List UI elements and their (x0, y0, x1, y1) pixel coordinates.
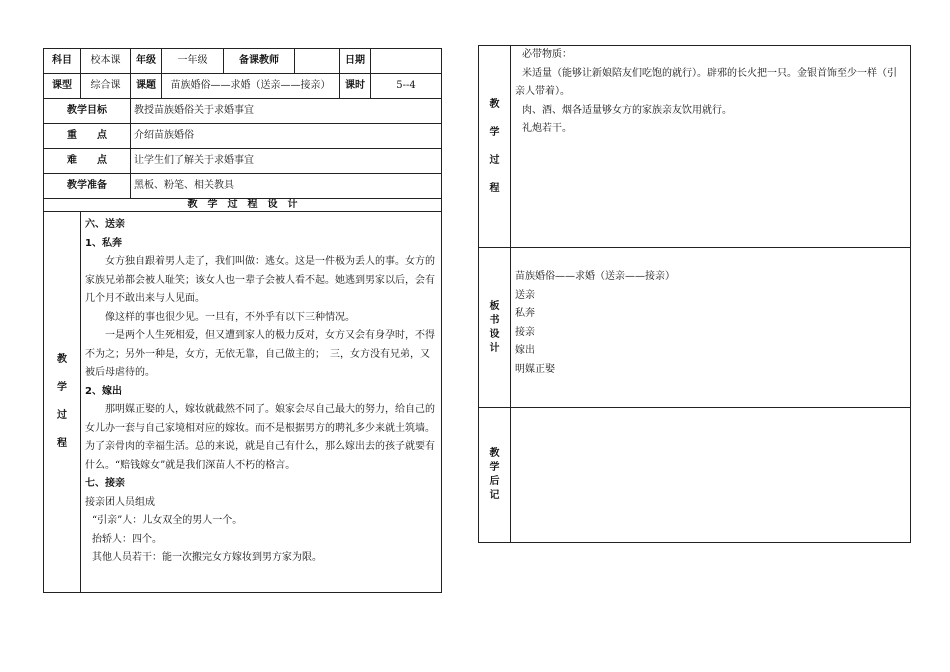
process-content-right (511, 46, 911, 248)
paragraph: 必带物质： (522, 49, 572, 60)
process-label (44, 212, 81, 593)
topic-label: 课题 (131, 74, 162, 99)
notes-label-char: 后 (489, 476, 500, 487)
notes-label-char: 教 (489, 448, 500, 459)
section-title: 七、接亲 (85, 478, 125, 489)
paragraph: 女方独自跟着男人走了，我们叫做：逃女。这是一件极为丢人的事。女方的家族兄弟都会被人耻笑；该女人也一辈子会被人看不起。她逃到男家以后，会有几个月不敢出来与人见面。 (85, 256, 435, 304)
board-label-char: 设 (489, 328, 500, 340)
process-label-char: 教 (57, 354, 67, 365)
subject-label: 科目 (44, 49, 81, 74)
board-label-char: 计 (489, 342, 500, 354)
board-line: 送亲 (515, 289, 535, 301)
paragraph: 肉、酒、烟各适量够女方的家族亲友饮用就行。 (522, 104, 732, 116)
key-point-label: 重 点 (44, 124, 131, 149)
board-line: 明媒正娶 (515, 363, 555, 375)
paragraph: 米适量（能够让新娘陪友们吃饱的就行）。辟邪的长火把一只。金银首饰至少一样（引亲人带着）。 (515, 67, 897, 97)
date-label: 日期 (340, 49, 371, 74)
paragraph: 抬轿人：四个。 (92, 533, 162, 545)
preparation-label: 教学准备 (44, 174, 131, 199)
notes-label-char: 学 (489, 462, 500, 473)
type-label: 课型 (44, 74, 81, 99)
hours-value: 5--4 (371, 74, 442, 99)
paragraph: 接亲团人员组成 (85, 496, 155, 508)
paragraph: 一是两个人生死相爱，但又遭到家人的极力反对，女方又会有身孕时，不得不为之；另外一种是，女方，无依无靠，自己做主的； 三，女方没有兄弟，又被后母虐待的。 (85, 330, 435, 378)
paragraph: 其他人员若干：能一次搬完女方嫁妆到男方家为限。 (92, 552, 322, 563)
board-label-char: 板 (489, 300, 500, 312)
grade-label: 年级 (131, 49, 162, 74)
paragraph: 那明媒正娶的人，嫁妆就截然不同了。娘家会尽自己最大的努力，给自己的女儿办一套与自己家境相对应的嫁妆。而不是根据男方的聘礼多少来就土筑墙。为了亲骨肉的幸福生活。总的来说，就是自己有什么，那么嫁出去的孩子就要有什么。“赔钱嫁女”就是我们深苗人不朽的格言。 (85, 404, 435, 471)
process-label-char: 程 (489, 182, 500, 194)
teacher-label: 备课教师 (224, 49, 295, 74)
board-label-char: 书 (489, 314, 500, 326)
process-label-char: 学 (489, 126, 500, 138)
process-label-right (479, 46, 511, 248)
process-label-char: 程 (57, 438, 67, 449)
process-label-char: 过 (489, 154, 500, 166)
paragraph: 礼炮若干。 (522, 123, 572, 134)
type-value: 综合课 (81, 74, 131, 99)
lesson-plan-continuation-table (478, 45, 911, 543)
teacher-value (295, 49, 340, 74)
board-line: 嫁出 (515, 345, 535, 356)
hours-label: 课时 (340, 74, 371, 99)
notes-label-char: 记 (489, 490, 500, 501)
board-design-label (479, 248, 511, 408)
subsection-title: 1、私奔 (85, 237, 122, 249)
preparation-value: 黑板、粉笔、相关教具 (131, 174, 442, 199)
board-line: 私奔 (515, 308, 535, 319)
paragraph: “引亲”人：儿女双全的男人一个。 (92, 515, 243, 526)
topic-value: 苗族婚俗——求婚（送亲——接亲） (162, 74, 340, 99)
key-point-value: 介绍苗族婚俗 (131, 124, 442, 149)
design-title: 教 学 过 程 设 计 (44, 199, 442, 212)
board-design-content (511, 248, 911, 408)
goal-label: 教学目标 (44, 99, 131, 124)
process-content (81, 212, 442, 593)
difficulty-label: 难 点 (44, 149, 131, 174)
process-label-char: 学 (57, 382, 67, 393)
post-lesson-notes-content[interactable] (511, 408, 911, 543)
date-value (371, 49, 442, 74)
section-title: 六、送亲 (85, 219, 125, 230)
lesson-plan-table (43, 48, 442, 593)
grade-value: 一年级 (162, 49, 224, 74)
goal-value: 教授苗族婚俗关于求婚事宜 (131, 99, 442, 124)
board-line: 接亲 (515, 326, 535, 338)
process-label-char: 教 (489, 98, 500, 110)
paragraph: 像这样的事也很少见。一旦有，不外乎有以下三种情况。 (105, 311, 355, 323)
subject-value: 校本课 (81, 49, 131, 74)
difficulty-value: 让学生们了解关于求婚事宜 (131, 149, 442, 174)
post-lesson-notes-label (479, 408, 511, 543)
board-line: 苗族婚俗——求婚（送亲——接亲） (515, 271, 675, 282)
process-label-char: 过 (57, 410, 67, 421)
subsection-title: 2、嫁出 (85, 385, 122, 397)
